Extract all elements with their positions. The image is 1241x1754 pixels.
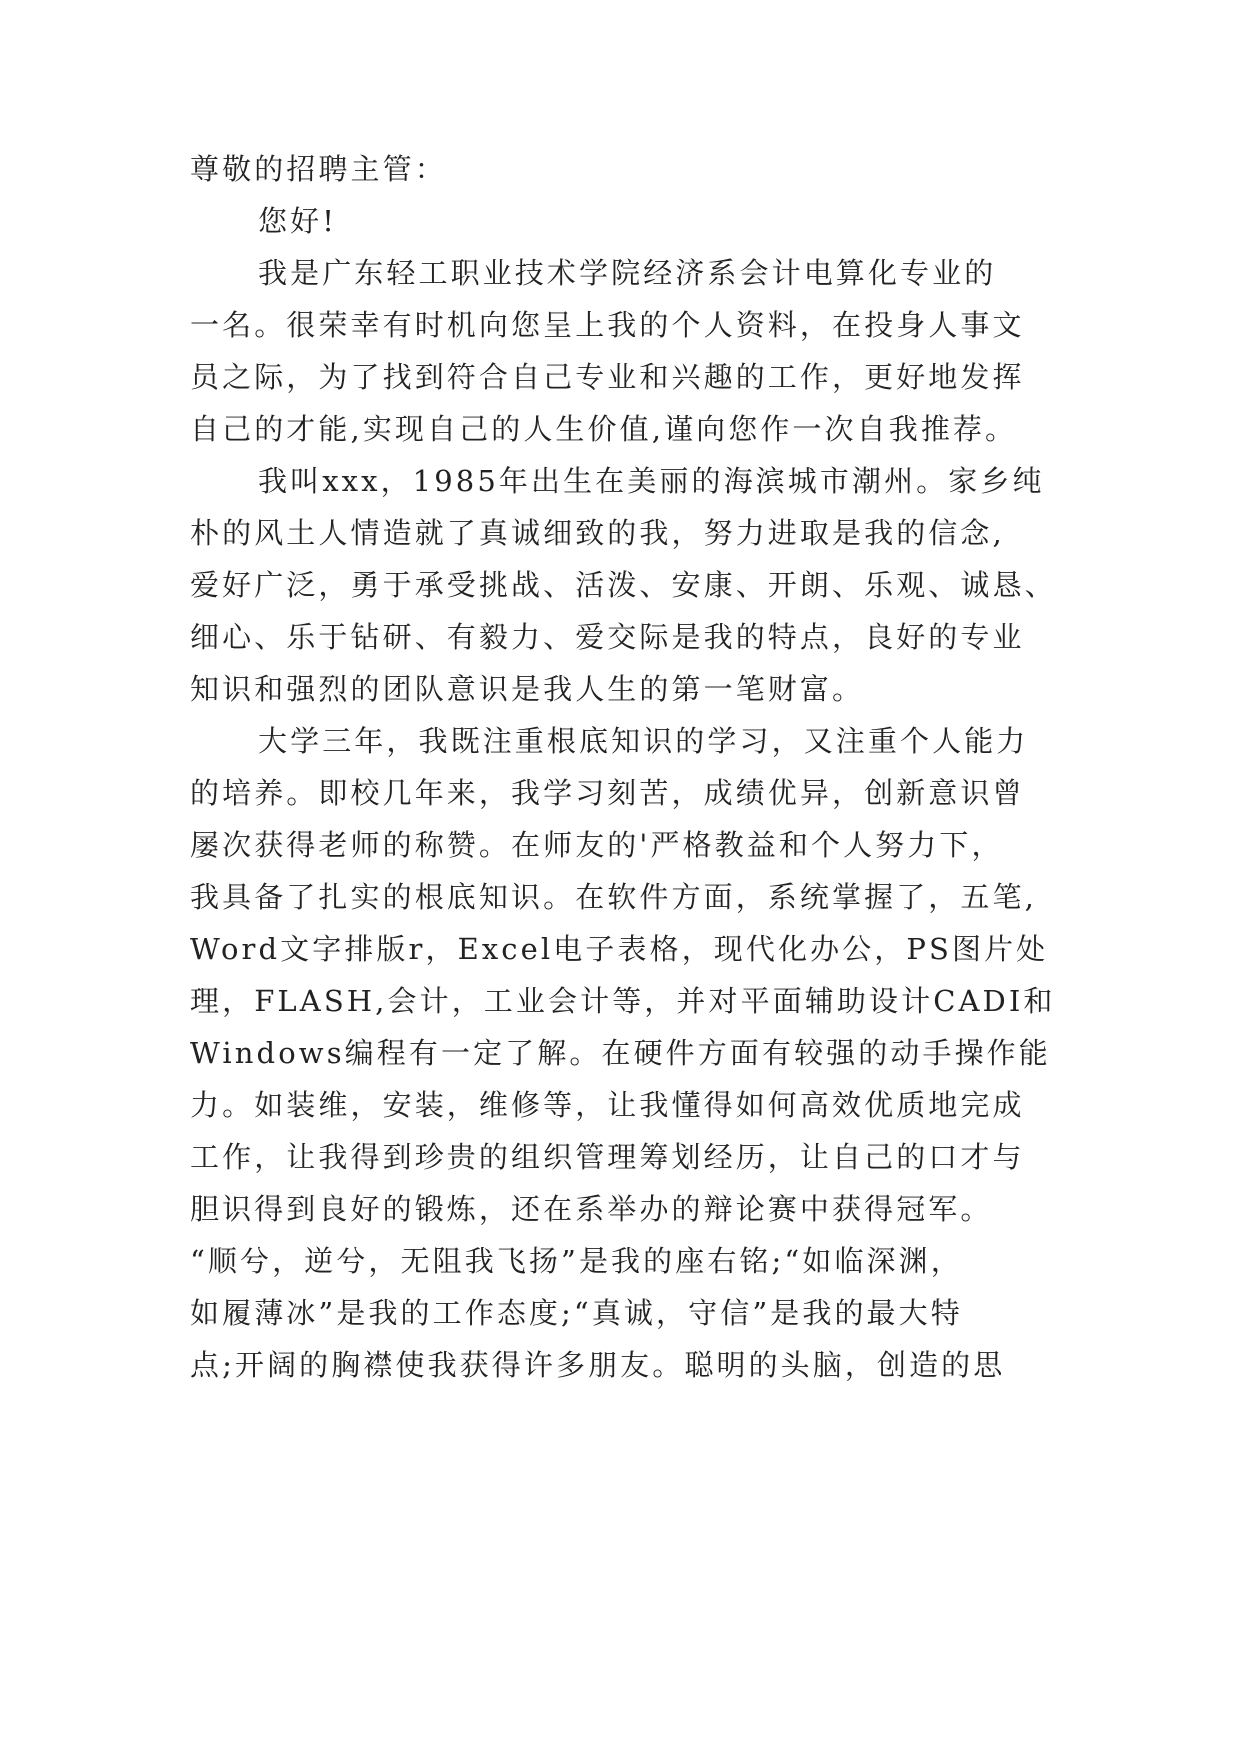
paragraph-line: “顺兮，逆兮，无阻我飞扬”是我的座右铭;“如临深渊， (190, 1244, 963, 1278)
paragraph-line: 朴的风土人情造就了真诚细致的我，努力进取是我的信念, (190, 516, 1005, 550)
paragraph-line: 我叫xxx，1985年出生在美丽的海滨城市潮州。家乡纯 (258, 464, 1045, 498)
paragraph-line: 屡次获得老师的称赞。在师友的'严格教益和个人努力下， (190, 828, 1004, 862)
paragraph-line: 我具备了扎实的根底知识。在软件方面，系统掌握了，五笔, (190, 880, 1037, 914)
paragraph-line: 的培养。即校几年来，我学习刻苦，成绩优异，创新意识曾 (190, 776, 1025, 810)
paragraph-line: 知识和强烈的团队意识是我人生的第一笔财富。 (190, 672, 865, 706)
salutation: 尊敬的招聘主管： (190, 152, 447, 186)
paragraph-line: 细心、乐于钻研、有毅力、爱交际是我的特点，良好的专业 (190, 620, 1025, 654)
paragraph-line: 我是广东轻工职业技术学院经济系会计电算化专业的 (258, 256, 997, 290)
paragraph-line: 工作，让我得到珍贵的组织管理筹划经历，让自己的口才与 (190, 1140, 1025, 1174)
paragraph-line: 力。如装维，安装，维修等，让我懂得如何高效优质地完成 (190, 1088, 1025, 1122)
paragraph-line: 爱好广泛，勇于承受挑战、活泼、安康、开朗、乐观、诚恳、 (190, 568, 1057, 602)
paragraph-line: Windows编程有一定了解。在硬件方面有较强的动手操作能 (190, 1036, 1051, 1070)
paragraph-line: 如履薄冰”是我的工作态度;“真诚，守信”是我的最大特 (190, 1296, 963, 1330)
paragraph-line: 自己的才能,实现自己的人生价值,谨向您作一次自我推荐。 (190, 412, 1018, 446)
paragraph-line: 大学三年，我既注重根底知识的学习，又注重个人能力 (258, 724, 1029, 758)
paragraph-line: 点;开阔的胸襟使我获得许多朋友。聪明的头脑，创造的思 (190, 1348, 1006, 1382)
greeting-line: 您好! (258, 204, 337, 238)
paragraph-line: Word文字排版r，Excel电子表格，现代化办公，PS图片处 (190, 932, 1049, 966)
paragraph-line: 员之际，为了找到符合自己专业和兴趣的工作，更好地发挥 (190, 360, 1025, 394)
paragraph-line: 一名。很荣幸有时机向您呈上我的个人资料，在投身人事文 (190, 308, 1025, 342)
paragraph-line: 胆识得到良好的锻炼，还在系举办的辩论赛中获得冠军。 (190, 1192, 993, 1226)
paragraph-line: 理，FLASH,会计，工业会计等，并对平面辅助设计CADI和 (190, 984, 1056, 1018)
